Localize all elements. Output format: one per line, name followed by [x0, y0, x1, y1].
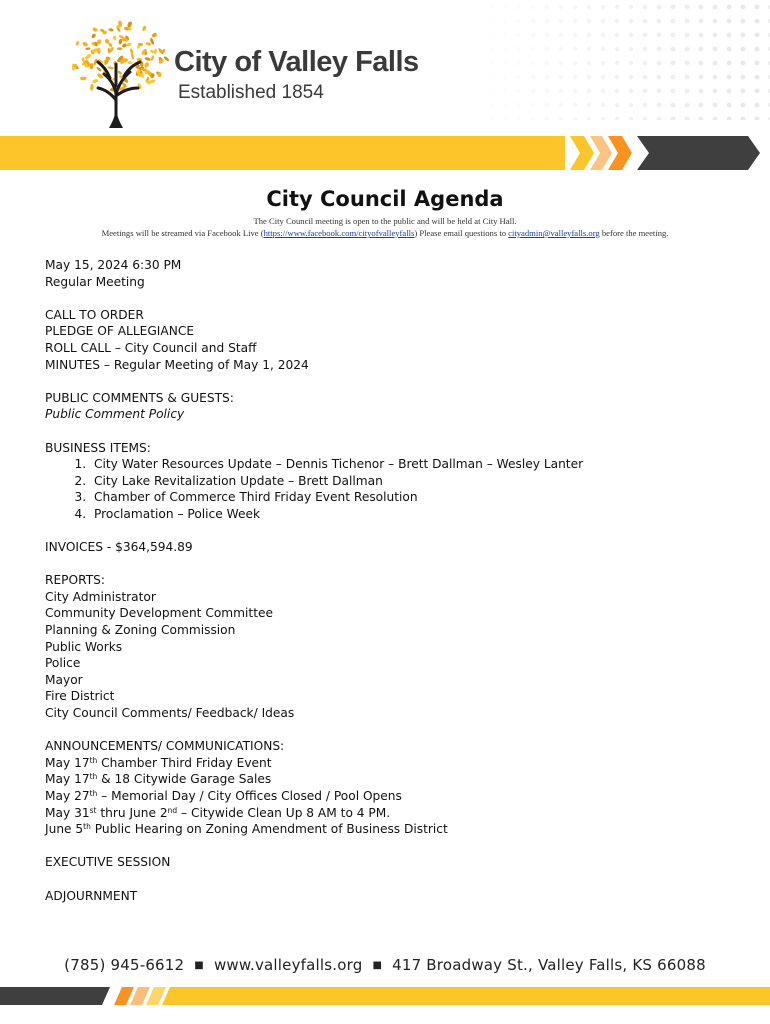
intro-text-c: before the meeting. [601, 228, 669, 238]
intro-line-2 [0, 228, 770, 238]
separator-icon: ■ [372, 960, 383, 971]
invoices: INVOICES - $364,594.89 [45, 540, 193, 555]
business-item: 1. City Water Resources Update – Dennis Tichenor – Brett Dallman – Wesley Lanter [90, 456, 745, 473]
header-band [0, 134, 770, 172]
leaf-shape [163, 56, 170, 62]
report-item: Police [45, 656, 81, 671]
announcement-item: May 31st thru June 2nd – Citywide Clean Up 8 AM to 4 PM. [45, 805, 391, 820]
leaf-shape [150, 55, 154, 61]
leaf-shape [75, 41, 79, 46]
leaf-shape [90, 84, 94, 91]
footer-address: 417 Broadway St., Valley Falls, KS 66088 [392, 956, 706, 974]
business-items-list [45, 456, 745, 522]
intro-text-a: Meetings will be streamed via Facebook Live ( [101, 228, 264, 238]
report-item: Public Works [45, 639, 123, 654]
footer-contact [0, 956, 770, 974]
announcement-item: June 5th Public Hearing on Zoning Amendment of Business District [45, 822, 448, 837]
report-item: City Council Comments/ Feedback/ Ideas [45, 706, 295, 721]
agenda-body [45, 257, 745, 904]
announcement-item: May 17th Chamber Third Friday Event [45, 755, 272, 770]
roll-call: ROLL CALL – City Council and Staff [45, 340, 257, 355]
leaf-shape [80, 76, 87, 80]
leaf-shape [117, 70, 122, 75]
org-name: City of Valley Falls [174, 46, 419, 78]
dot-pattern-decoration [470, 0, 770, 120]
intro-text-b: ) Please email questions to [414, 228, 507, 238]
leaf-shape [82, 41, 89, 47]
leaf-shape [91, 33, 97, 39]
leaf-shape [84, 53, 92, 60]
minutes: MINUTES – Regular Meeting of May 1, 2024 [45, 357, 309, 372]
announcements-heading: ANNOUNCEMENTS/ COMMUNICATIONS: [45, 739, 285, 754]
leaf-shape [130, 52, 134, 59]
established-text: Established 1854 [178, 82, 324, 103]
leaf-shape [151, 32, 158, 39]
announcement-item: May 17th & 18 Citywide Garage Sales [45, 772, 272, 787]
footer-band [0, 987, 770, 1005]
leaf-shape [121, 43, 127, 49]
email-link[interactable]: cityadmin@valleyfalls.org [508, 228, 600, 238]
separator-icon: ■ [194, 960, 204, 971]
leaf-shape [113, 35, 117, 40]
report-item: Fire District [45, 689, 115, 704]
leaf-shape [107, 66, 114, 70]
leaf-shape [92, 78, 99, 83]
meeting-date: May 15, 2024 6:30 PM [45, 258, 182, 272]
adjournment: ADJOURNMENT [45, 888, 138, 903]
business-item: 3. Chamber of Commerce Third Friday Event Resolution [90, 489, 745, 506]
leaf-shape [117, 47, 123, 50]
business-item: 4. Proclamation – Police Week [90, 506, 745, 523]
leaf-shape [96, 66, 102, 72]
business-items-heading: BUSINESS ITEMS: [45, 440, 151, 455]
leaf-shape [143, 61, 149, 68]
executive-session: EXECUTIVE SESSION [45, 855, 171, 870]
facebook-link[interactable]: https://www.facebook.com/cityofvalleyfalls [263, 228, 415, 238]
report-item: Community Development Committee [45, 606, 273, 621]
intro-line-1: The City Council meeting is open to the public and will be held at City Hall. [253, 216, 517, 226]
leaf-shape [108, 28, 114, 32]
tree-logo-icon [64, 16, 174, 128]
leaf-shape [153, 48, 157, 54]
meeting-type: Regular Meeting [45, 274, 145, 289]
call-to-order: CALL TO ORDER [45, 307, 144, 322]
leaf-shape [127, 61, 132, 64]
leaf-shape [92, 27, 98, 33]
footer-website[interactable]: www.valleyfalls.org [213, 956, 363, 974]
public-comments-heading: PUBLIC COMMENTS & GUESTS: [45, 390, 234, 405]
announcement-item: May 27th – Memorial Day / City Offices Closed / Pool Opens [45, 789, 402, 803]
leaf-shape [146, 42, 152, 46]
leaf-shape [144, 57, 151, 62]
leaf-shape [108, 48, 111, 54]
footer-phone: (785) 945-6612 [64, 956, 185, 974]
report-item: City Administrator [45, 589, 156, 604]
leaf-shape [85, 47, 90, 50]
document-title: City Council Agenda [266, 187, 504, 211]
reports-heading: REPORTS: [45, 573, 105, 588]
leaf-shape [142, 25, 147, 31]
pledge-of-allegiance: PLEDGE OF ALLEGIANCE [45, 324, 195, 339]
report-item: Mayor [45, 672, 83, 687]
report-item: Planning & Zoning Commission [45, 623, 236, 638]
business-item: 2. City Lake Revitalization Update – Brett Dallman [90, 473, 745, 490]
public-comment-policy: Public Comment Policy [45, 407, 185, 422]
